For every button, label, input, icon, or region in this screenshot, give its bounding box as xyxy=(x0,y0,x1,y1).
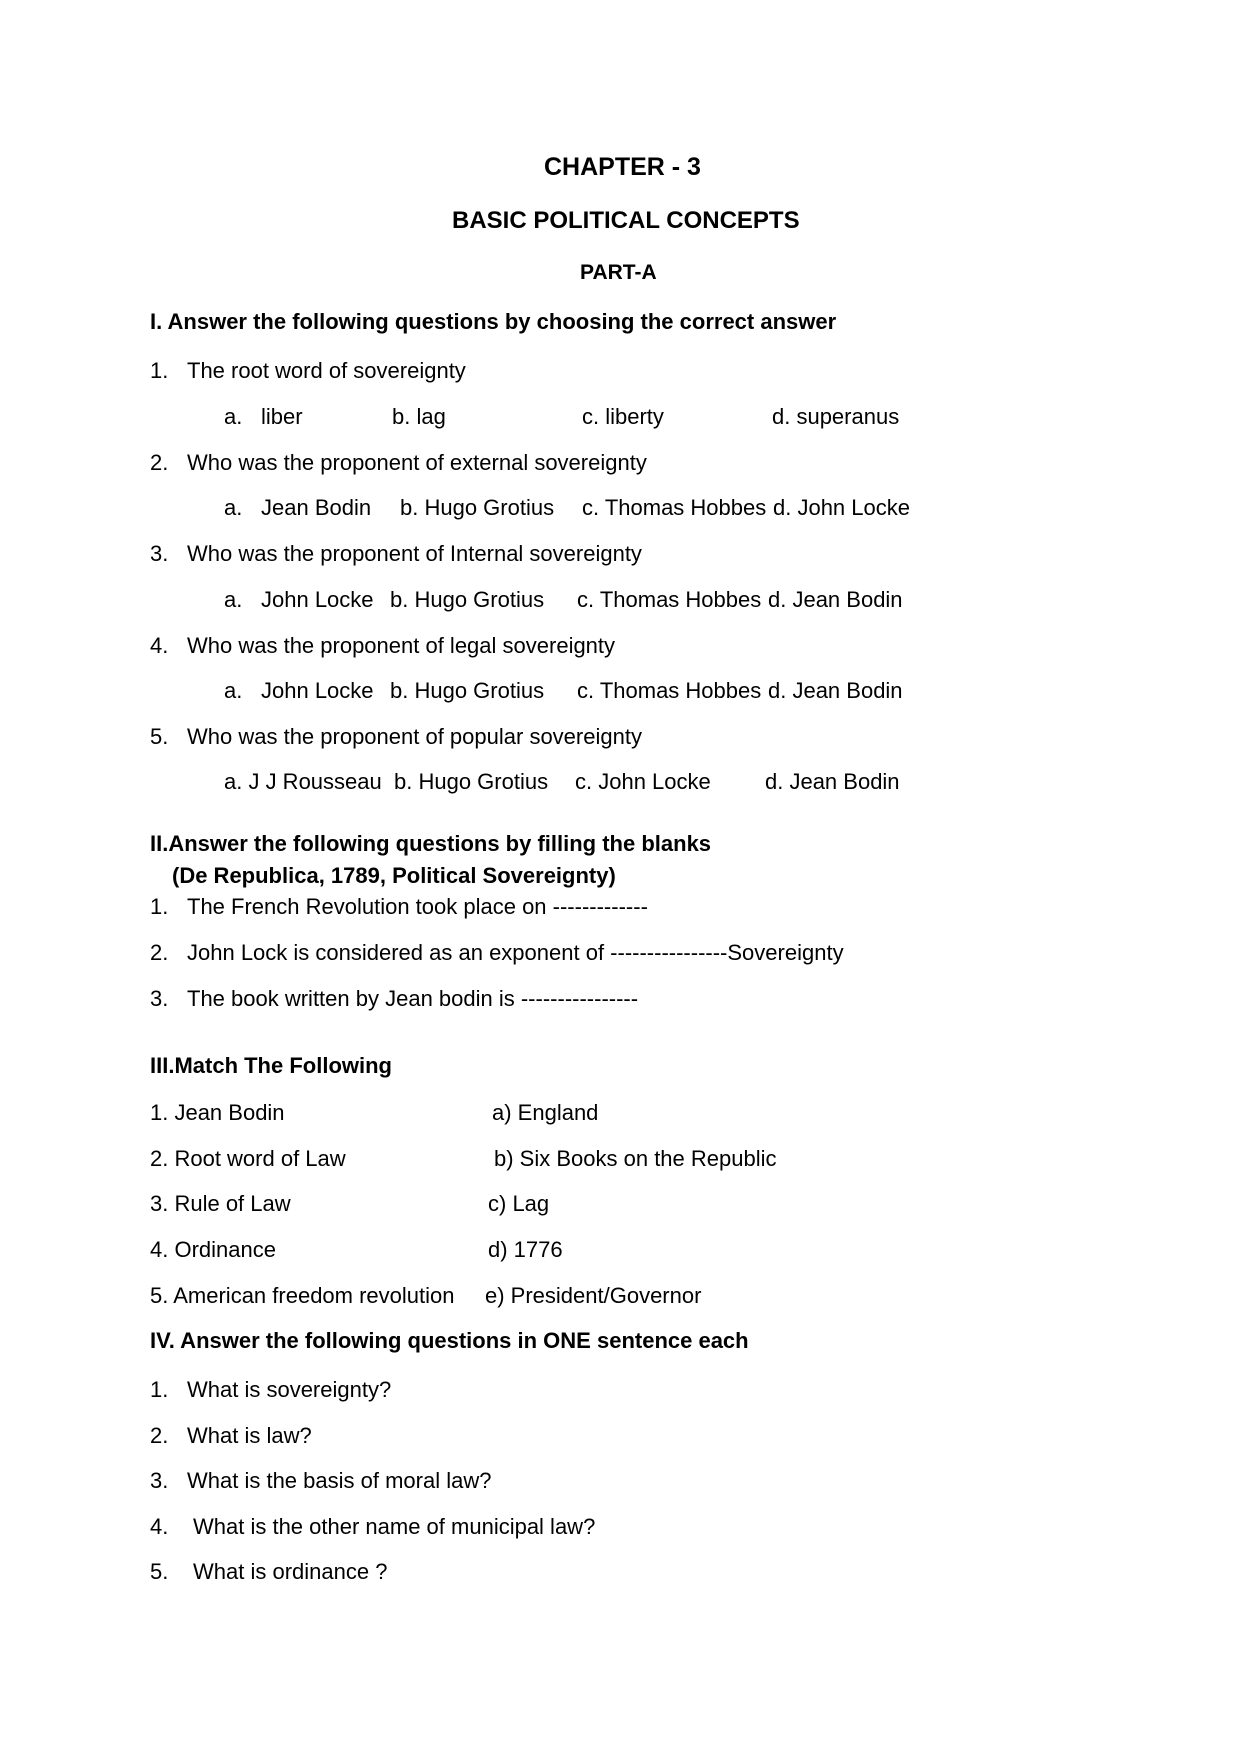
mcq-question: Who was the proponent of popular sovereignty xyxy=(187,724,642,749)
short-answer-question: What is the other name of municipal law? xyxy=(193,1514,596,1539)
mcq-number: 2. xyxy=(150,450,169,475)
short-answer-number: 5. xyxy=(150,1559,169,1584)
short-answer-number: 4. xyxy=(150,1514,169,1539)
mcq-option: d. Jean Bodin xyxy=(765,769,900,794)
match-right-item: b) Six Books on the Republic xyxy=(494,1146,777,1171)
short-answer-number: 1. xyxy=(150,1377,169,1402)
blank-question: The French Revolution took place on ------------- xyxy=(187,894,648,919)
section2-heading: II.Answer the following questions by filling the blanks xyxy=(150,831,712,856)
blank-number: 1. xyxy=(150,894,169,919)
match-left-item: 2. Root word of Law xyxy=(150,1146,346,1171)
mcq-number: 5. xyxy=(150,724,169,749)
page-title: BASIC POLITICAL CONCEPTS xyxy=(452,207,800,234)
mcq-option-label: a. xyxy=(224,678,243,703)
short-answer-number: 3. xyxy=(150,1468,169,1493)
short-answer-question: What is law? xyxy=(187,1423,312,1448)
short-answer-question: What is the basis of moral law? xyxy=(187,1468,492,1493)
section4-heading: IV. Answer the following questions in ONE sentence each xyxy=(150,1328,749,1353)
mcq-number: 1. xyxy=(150,358,169,383)
match-left-item: 1. Jean Bodin xyxy=(150,1100,285,1125)
section3-heading: III.Match The Following xyxy=(150,1053,392,1078)
mcq-option: d. superanus xyxy=(772,404,900,429)
match-left-item: 4. Ordinance xyxy=(150,1237,276,1262)
mcq-option: John Locke xyxy=(261,678,374,703)
mcq-question: Who was the proponent of Internal sovereignty xyxy=(187,541,642,566)
mcq-option: c. Thomas Hobbes xyxy=(582,495,767,520)
mcq-option-label: a. xyxy=(224,404,243,429)
match-left-item: 5. American freedom revolution xyxy=(150,1283,455,1308)
mcq-option: b. Hugo Grotius xyxy=(390,587,545,612)
part-heading: PART-A xyxy=(580,261,657,284)
blank-number: 3. xyxy=(150,986,169,1011)
short-answer-question: What is sovereignty? xyxy=(187,1377,392,1402)
mcq-option: liber xyxy=(261,404,303,429)
mcq-option: c. Thomas Hobbes xyxy=(577,587,762,612)
blank-question: John Lock is considered as an exponent of ----------------Sovereignty xyxy=(187,940,844,965)
mcq-option-label: a. xyxy=(224,495,243,520)
mcq-option: b. Hugo Grotius xyxy=(400,495,555,520)
blank-number: 2. xyxy=(150,940,169,965)
match-right-item: a) England xyxy=(492,1100,599,1125)
mcq-number: 4. xyxy=(150,633,169,658)
mcq-option: d. John Locke xyxy=(773,495,910,520)
mcq-option-label: a. xyxy=(224,587,243,612)
short-answer-number: 2. xyxy=(150,1423,169,1448)
match-left-item: 3. Rule of Law xyxy=(150,1191,291,1216)
mcq-question: The root word of sovereignty xyxy=(187,358,466,383)
mcq-option: c. John Locke xyxy=(575,769,711,794)
mcq-option: c. liberty xyxy=(582,404,664,429)
mcq-option: John Locke xyxy=(261,587,374,612)
match-right-item: c) Lag xyxy=(488,1191,550,1216)
blank-question: The book written by Jean bodin is ---------------- xyxy=(187,986,639,1011)
mcq-option: a. J J Rousseau xyxy=(224,769,382,794)
short-answer-question: What is ordinance ? xyxy=(193,1559,388,1584)
mcq-option: b. lag xyxy=(392,404,446,429)
mcq-question: Who was the proponent of external sovereignty xyxy=(187,450,647,475)
mcq-option: b. Hugo Grotius xyxy=(394,769,549,794)
section1-heading: I. Answer the following questions by choosing the correct answer xyxy=(150,309,837,334)
mcq-option: d. Jean Bodin xyxy=(768,587,903,612)
match-right-item: e) President/Governor xyxy=(485,1283,702,1308)
mcq-option: d. Jean Bodin xyxy=(768,678,903,703)
mcq-option: Jean Bodin xyxy=(261,495,372,520)
mcq-number: 3. xyxy=(150,541,169,566)
match-right-item: d) 1776 xyxy=(488,1237,563,1262)
mcq-option: b. Hugo Grotius xyxy=(390,678,545,703)
section2-hint: (De Republica, 1789, Political Sovereignty) xyxy=(172,863,616,888)
mcq-question: Who was the proponent of legal sovereignty xyxy=(187,633,616,658)
chapter-heading: CHAPTER - 3 xyxy=(544,153,701,181)
mcq-option: c. Thomas Hobbes xyxy=(577,678,762,703)
